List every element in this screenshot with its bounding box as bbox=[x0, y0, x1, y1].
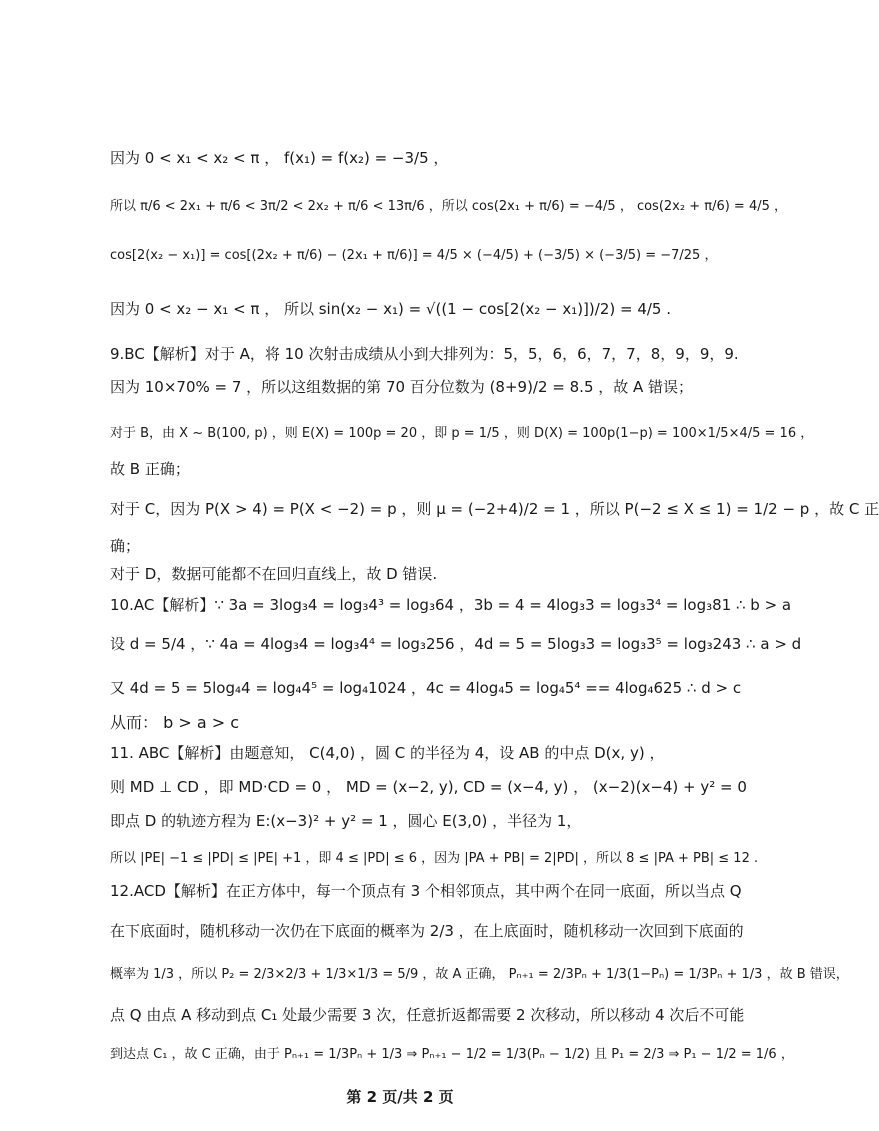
text-line: 所以 π/6 < 2x₁ + π/6 < 3π/2 < 2x₂ + π/6 < 13π/6 ，所以 cos(2x₁ + π/6) = −4/5 ， cos(2x₂ + π/6) = 4/5 ， bbox=[110, 199, 787, 214]
text-line: 对于 B，由 X ~ B(100, p) ，则 E(X) = 100p = 20 ，即 p = 1/5 ，则 D(X) = 100p(1−p) = 100×1/5×4/5 = 16 ， bbox=[110, 426, 814, 441]
text-line: 故 B 正确； bbox=[110, 460, 190, 478]
text-line: 11. ABC【解析】由题意知， C(4,0) ，圆 C 的半径为 4，设 AB 的中点 D(x, y) ， bbox=[110, 744, 665, 762]
text-line: 确； bbox=[110, 537, 141, 555]
text-line: 即点 D 的轨迹方程为 E:(x−3)² + y² = 1 ，圆心 E(3,0) ，半径为 1， bbox=[110, 812, 582, 830]
text-line: 12.ACD【解析】在正方体中，每一个顶点有 3 个相邻顶点，其中两个在同一底面，所以当点 Q bbox=[110, 882, 742, 900]
text-line: 10.AC【解析】∵ 3a = 3log₃4 = log₃4³ = log₃64 ，3b = 4 = 4log₃3 = log₃3⁴ = log₃81 ∴ b > a bbox=[110, 596, 792, 614]
text-line: 所以 |PE| −1 ≤ |PD| ≤ |PE| +1 ，即 4 ≤ |PD| ≤ 6 ，因为 |PA + PB| = 2|PD| ，所以 8 ≤ |PA + PB| ≤ 12 . bbox=[110, 851, 759, 866]
text-line: cos[2(x₂ − x₁)] = cos[(2x₂ + π/6) − (2x₁ + π/6)] = 4/5 × (−4/5) + (−3/5) × (−3/5) = −7/25 ， bbox=[110, 248, 718, 263]
text-line: 因为 0 < x₁ < x₂ < π ， f(x₁) = f(x₂) = −3/5 ， bbox=[110, 149, 449, 167]
text-line: 概率为 1/3 ，所以 P₂ = 2/3×2/3 + 1/3×1/3 = 5/9 ，故 A 正确， Pₙ₊₁ = 2/3Pₙ + 1/3(1−Pₙ) = 1/3Pₙ + 1/3 ，故 B 错误， bbox=[110, 967, 849, 982]
text-line: 点 Q 由点 A 移动到点 C₁ 处最少需要 3 次，任意折返都需要 2 次移动，所以移动 4 次后不可能 bbox=[110, 1006, 745, 1024]
text-line: 到达点 C₁ ，故 C 正确，由于 Pₙ₊₁ = 1/3Pₙ + 1/3 ⇒ Pₙ₊₁ − 1/2 = 1/3(Pₙ − 1/2) 且 P₁ = 2/3 ⇒ P₁ − 1/2 = 1/6 ， bbox=[110, 1047, 794, 1062]
text-line: 则 MD ⊥ CD ，即 MD·CD = 0 ， MD = (x−2, y), CD = (x−4, y) ， (x−2)(x−4) + y² = 0 bbox=[110, 778, 747, 796]
page-footer: 第 2 页/共 2 页 bbox=[346, 1088, 454, 1106]
text-line: 因为 10×70% = 7 ，所以这组数据的第 70 百分位数为 (8+9)/2 = 8.5 ，故 A 错误； bbox=[110, 378, 694, 396]
text-line: 在下底面时，随机移动一次仍在下底面的概率为 2/3 ，在上底面时，随机移动一次回到下底面的 bbox=[110, 922, 744, 940]
text-line: 因为 0 < x₂ − x₁ < π ， 所以 sin(x₂ − x₁) = √((1 − cos[2(x₂ − x₁)])/2) = 4/5 . bbox=[110, 300, 671, 318]
text-line: 对于 D，数据可能都不在回归直线上，故 D 错误. bbox=[110, 565, 438, 583]
text-line: 又 4d = 5 = 5log₄4 = log₄4⁵ = log₄1024 ，4c = 4log₄5 = log₄5⁴ == 4log₄625 ∴ d > c bbox=[110, 679, 742, 697]
text-line: 9.BC【解析】对于 A，将 10 次射击成绩从小到大排列为：5，5，6，6，7，7，8，9，9，9. bbox=[110, 345, 739, 363]
text-line: 对于 C，因为 P(X > 4) = P(X < −2) = p ，则 μ = (−2+4)/2 = 1 ，所以 P(−2 ≤ X ≤ 1) = 1/2 − p ，故 C 正 bbox=[110, 500, 879, 518]
text-line: 设 d = 5/4 ，∵ 4a = 4log₃4 = log₃4⁴ = log₃256 ，4d = 5 = 5log₃3 = log₃3⁵ = log₃243 ∴ a > d bbox=[110, 635, 802, 653]
text-line: 从而： b > a > c bbox=[110, 713, 240, 732]
